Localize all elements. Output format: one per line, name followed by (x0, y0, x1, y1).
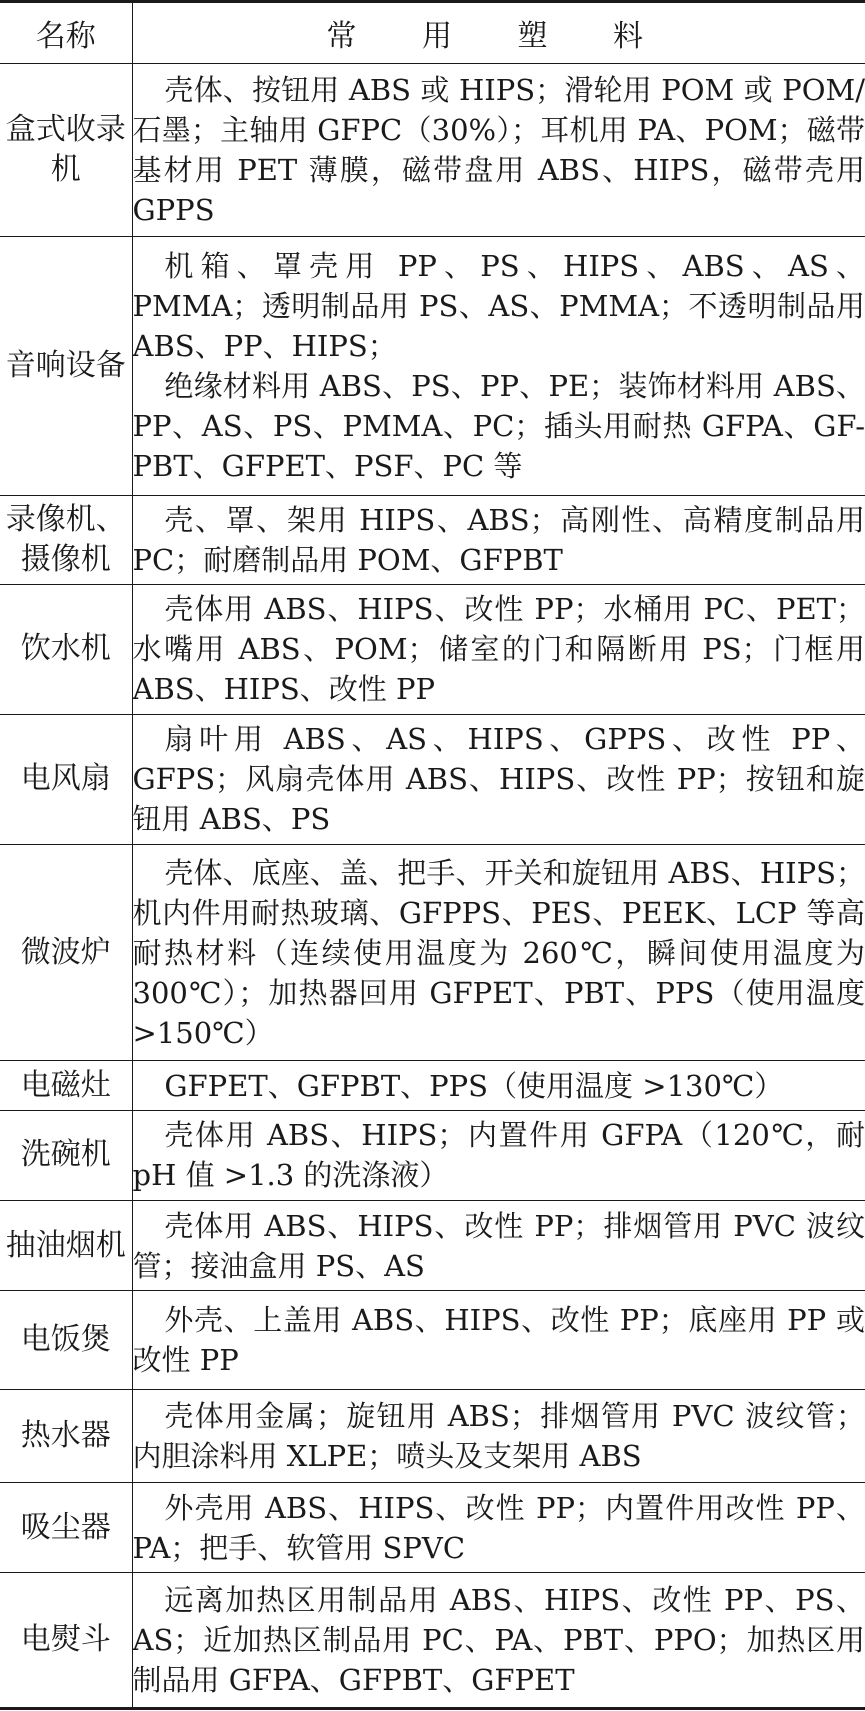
row-use (132, 714, 865, 844)
row-name: 音响设备 (0, 237, 132, 496)
row-name: 电磁灶 (0, 1061, 132, 1110)
table-row (0, 64, 865, 237)
use-paragraph: 壳体用 ABS、HIPS、改性 PP；水桶用 PC、PET；水嘴用 ABS、POM；储室的门和隔断用 PS；门框用 ABS、HIPS、改性 PP (132, 592, 865, 707)
use-paragraph: 远离加热区用制品用 ABS、HIPS、改性 PP、PS、AS；近加热区制品用 PC、PA、PBT、PPO；加热区用制品用 GFPA、GFPBT、GFPET (132, 1583, 865, 1698)
use-paragraph: 壳体用金属；旋钮用 ABS；排烟管用 PVC 波纹管；内胆涂料用 XLPE；喷头及支架用 ABS (132, 1399, 865, 1474)
table-row (0, 845, 865, 1061)
row-use (132, 1482, 865, 1572)
row-use (132, 1061, 865, 1110)
row-use (132, 237, 865, 496)
table-row (0, 1390, 865, 1483)
row-name: 微波炉 (0, 845, 132, 1061)
use-paragraph: 扇叶用 ABS、AS、HIPS、GPPS、改性 PP、GFPS；风扇壳体用 ABS、HIPS、改性 PP；按钮和旋钮用 ABS、PS (132, 722, 865, 837)
table-row (0, 1573, 865, 1709)
use-paragraph: 外壳用 ABS、HIPS、改性 PP；内置件用改性 PP、PA；把手、软管用 SPVC (132, 1490, 865, 1565)
use-paragraph: GFPET、GFPBT、PPS（使用温度 >130℃） (164, 1068, 784, 1103)
row-use (132, 1291, 865, 1390)
row-name: 盒式收录机 (0, 64, 132, 237)
table-row (0, 1110, 865, 1200)
row-name: 录像机、摄像机 (0, 496, 132, 584)
use-paragraph: 壳体用 ABS、HIPS、改性 PP；排烟管用 PVC 波纹管；接油盒用 PS、AS (132, 1208, 865, 1283)
use-paragraph: 壳体、按钮用 ABS 或 HIPS；滑轮用 POM 或 POM/石墨；主轴用 GFPC（30%）；耳机用 PA、POM；磁带基材用 PET 薄膜，磁带盘用 ABS、HIPS，磁带壳用 GPPS (132, 73, 865, 228)
table-row (0, 237, 865, 496)
use-paragraph: 绝缘材料用 ABS、PS、PP、PE；装饰材料用 ABS、PP、AS、PS、PMMA、PC；插头用耐热 GFPA、GF-PBT、GFPET、PSF、PC 等 (132, 369, 865, 484)
table-body (0, 64, 865, 1709)
row-use (132, 584, 865, 714)
use-paragraph: 机箱、罩壳用 PP、PS、HIPS、ABS、AS、PMMA；透明制品用 PS、AS、PMMA；不透明制品用 ABS、PP、HIPS； (132, 249, 865, 364)
row-name: 吸尘器 (0, 1482, 132, 1572)
table-row (0, 1291, 865, 1390)
row-name: 洗碗机 (0, 1110, 132, 1200)
row-use (132, 496, 865, 584)
table-row (0, 1201, 865, 1291)
row-name: 热水器 (0, 1390, 132, 1483)
use-paragraph: 外壳、上盖用 ABS、HIPS、改性 PP；底座用 PP 或改性 PP (132, 1303, 865, 1378)
table-row (0, 1061, 865, 1110)
row-use (132, 1390, 865, 1483)
use-paragraph: 壳体用 ABS、HIPS；内置件用 GFPA（120℃，耐 pH 值 >1.3 的洗涤液） (132, 1118, 865, 1193)
row-name: 饮水机 (0, 584, 132, 714)
row-name: 电饭煲 (0, 1291, 132, 1390)
use-paragraph: 壳体、底座、盖、把手、开关和旋钮用 ABS、HIPS；机内件用耐热玻璃、GFPPS、PES、PEEK、LCP 等高耐热材料（连续使用温度为 260℃，瞬间使用温度为 300℃）；加热器回用 GFPET、PBT、PPS（使用温度 >150℃） (132, 855, 865, 1050)
table-row (0, 584, 865, 714)
row-use (132, 1201, 865, 1291)
use-paragraph: 壳、罩、架用 HIPS、ABS；高刚性、高精度制品用 PC；耐磨制品用 POM、GFPBT (132, 503, 865, 578)
header-row (0, 2, 865, 64)
table-row (0, 496, 865, 584)
row-name: 抽油烟机 (0, 1201, 132, 1291)
row-use (132, 64, 865, 237)
header-name: 名称 (0, 2, 132, 64)
row-use (132, 1573, 865, 1709)
table-row (0, 714, 865, 844)
row-name: 电熨斗 (0, 1573, 132, 1709)
header-common-plastics: 常 用 塑 料 (132, 2, 865, 64)
table-row (0, 1482, 865, 1572)
row-name: 电风扇 (0, 714, 132, 844)
row-use (132, 845, 865, 1061)
row-use (132, 1110, 865, 1200)
